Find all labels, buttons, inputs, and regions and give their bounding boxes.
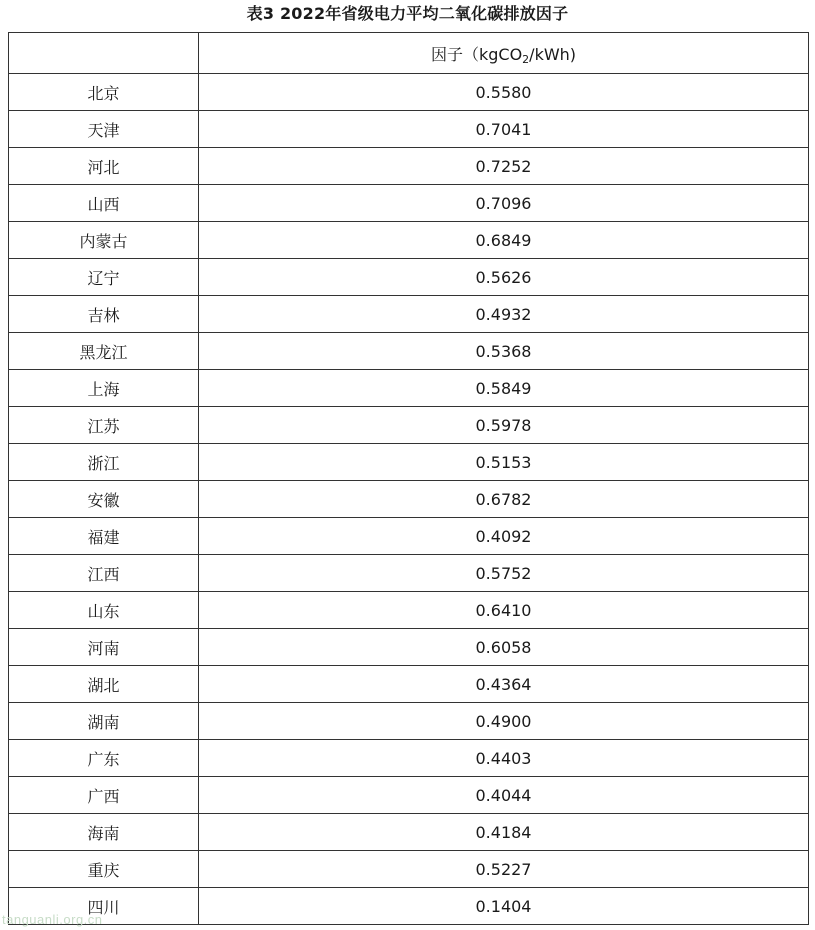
factor-value-cell: 0.4044	[199, 777, 809, 814]
province-cell: 江西	[9, 555, 199, 592]
factor-value-cell: 0.5227	[199, 851, 809, 888]
table-row	[9, 629, 809, 666]
table-row	[9, 851, 809, 888]
header-factor-subscript: 2	[522, 52, 530, 66]
province-cell: 江苏	[9, 407, 199, 444]
factor-value-cell: 0.7041	[199, 111, 809, 148]
province-cell: 浙江	[9, 444, 199, 481]
header-factor-cell	[199, 33, 809, 74]
table-header-row	[9, 33, 809, 74]
table-row	[9, 888, 809, 925]
table-row	[9, 296, 809, 333]
province-cell: 山西	[9, 185, 199, 222]
province-cell: 四川	[9, 888, 199, 925]
factor-value-cell: 0.6410	[199, 592, 809, 629]
province-cell: 广东	[9, 740, 199, 777]
province-cell: 广西	[9, 777, 199, 814]
factor-value-cell: 0.6782	[199, 481, 809, 518]
header-factor-unit-tail: /kWh)	[529, 44, 577, 64]
table-row	[9, 814, 809, 851]
table-body	[9, 33, 809, 925]
factor-value-cell: 0.5849	[199, 370, 809, 407]
factor-value-cell: 0.4932	[199, 296, 809, 333]
province-cell: 辽宁	[9, 259, 199, 296]
table-row	[9, 222, 809, 259]
table-title: 表3 2022年省级电力平均二氧化碳排放因子	[246, 4, 569, 23]
table-row	[9, 111, 809, 148]
province-cell: 天津	[9, 111, 199, 148]
table-row	[9, 333, 809, 370]
province-cell: 上海	[9, 370, 199, 407]
province-cell: 湖南	[9, 703, 199, 740]
province-cell: 湖北	[9, 666, 199, 703]
factor-value-cell: 0.4900	[199, 703, 809, 740]
table-row	[9, 777, 809, 814]
province-cell: 安徽	[9, 481, 199, 518]
province-cell: 黑龙江	[9, 333, 199, 370]
table-row	[9, 370, 809, 407]
province-cell: 北京	[9, 74, 199, 111]
province-cell: 内蒙古	[9, 222, 199, 259]
factor-value-cell: 0.7096	[199, 185, 809, 222]
table-row	[9, 703, 809, 740]
factor-value-cell: 0.5752	[199, 555, 809, 592]
header-factor-label: 因子（kgCO	[430, 44, 523, 64]
factor-value-cell: 0.5368	[199, 333, 809, 370]
province-cell: 河北	[9, 148, 199, 185]
factor-value-cell: 0.5153	[199, 444, 809, 481]
table-row	[9, 740, 809, 777]
factor-value-cell: 0.6058	[199, 629, 809, 666]
factor-value-cell: 0.4364	[199, 666, 809, 703]
factor-value-cell: 0.5580	[199, 74, 809, 111]
table-row	[9, 518, 809, 555]
table-row	[9, 259, 809, 296]
header-province-cell	[9, 33, 199, 74]
table-row	[9, 444, 809, 481]
factor-value-cell: 0.7252	[199, 148, 809, 185]
province-cell: 吉林	[9, 296, 199, 333]
table-row	[9, 407, 809, 444]
table-row	[9, 666, 809, 703]
watermark-text: tanguanli.org.cn	[2, 912, 103, 927]
province-cell: 重庆	[9, 851, 199, 888]
factor-value-cell: 0.5978	[199, 407, 809, 444]
province-cell: 海南	[9, 814, 199, 851]
province-cell: 山东	[9, 592, 199, 629]
factor-value-cell: 0.6849	[199, 222, 809, 259]
factor-value-cell: 0.4403	[199, 740, 809, 777]
province-cell: 福建	[9, 518, 199, 555]
factor-value-cell: 0.5626	[199, 259, 809, 296]
table-row	[9, 555, 809, 592]
table-row	[9, 74, 809, 111]
province-cell: 河南	[9, 629, 199, 666]
factor-value-cell: 0.4184	[199, 814, 809, 851]
table-row	[9, 592, 809, 629]
factor-value-cell: 0.1404	[199, 888, 809, 925]
emission-factor-table	[8, 32, 809, 925]
factor-value-cell: 0.4092	[199, 518, 809, 555]
table-row	[9, 185, 809, 222]
table-row	[9, 148, 809, 185]
table-row	[9, 481, 809, 518]
